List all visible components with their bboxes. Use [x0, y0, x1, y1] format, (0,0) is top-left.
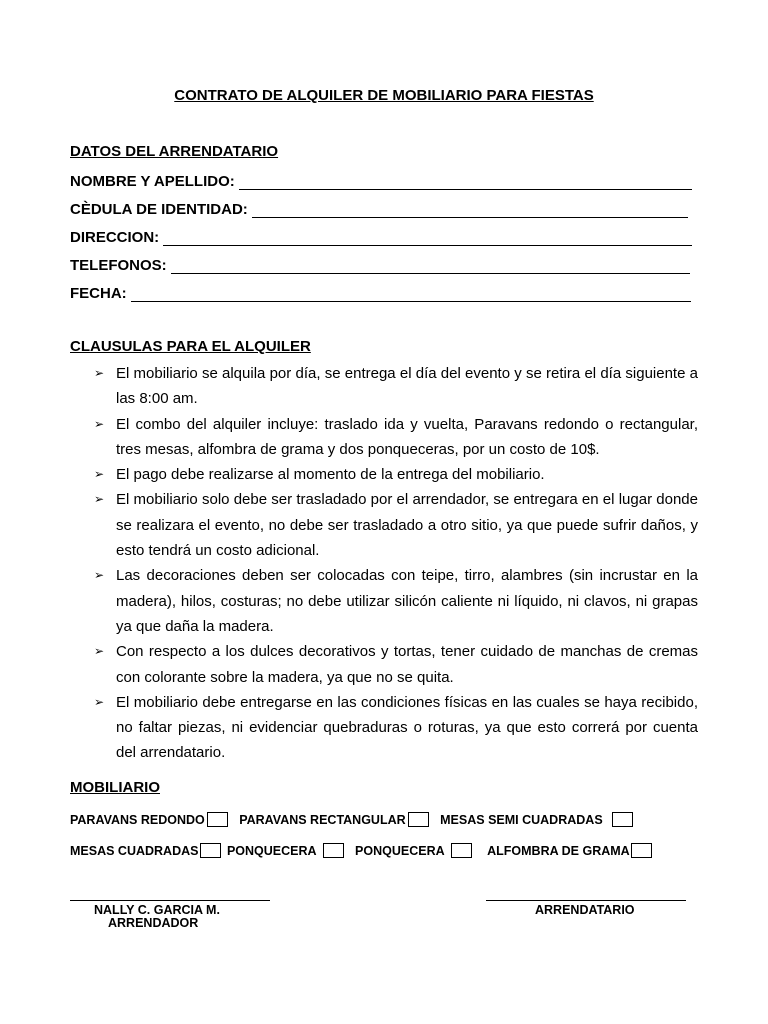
field-phones-label: TELEFONOS:	[70, 257, 167, 274]
tenant-role: ARRENDATARIO	[535, 903, 635, 917]
clause-text: El pago debe realizarse al momento de la entrega del mobiliario.	[116, 466, 545, 484]
clause-text: El mobiliario se alquila por día, se entrega el día del evento y se retira el día siguiente a las 8:00 am.	[116, 365, 698, 408]
tenant-section-heading: DATOS DEL ARRENDATARIO	[70, 143, 279, 160]
clause-text: El combo del alquiler incluye: traslado ida y vuelta, Paravans redondo o rectangular, tres mesas, alfombra de grama y dos ponqueceras, por un costo de 10$.	[116, 415, 698, 458]
lessor-signature-line	[70, 900, 270, 901]
field-phones	[70, 254, 690, 274]
furniture-option-label: PARAVANS RECTANGULAR	[239, 813, 406, 827]
field-id-label: CÈDULA DE IDENTIDAD:	[70, 201, 248, 218]
arrow-bullet-icon: ➢	[94, 416, 105, 431]
paravans-round-checkbox[interactable]	[207, 812, 228, 827]
field-id-blank	[252, 203, 688, 218]
clause-item	[94, 563, 698, 639]
clause-text: El mobiliario debe entregarse en las condiciones físicas en las cuales se haya recibido, no faltar piezas, ni evidenciar quebraduras o roturas, ya que esto correrá por cuenta del arrendatario.	[116, 693, 698, 762]
lessor-role: ARRENDADOR	[108, 916, 199, 930]
clause-item	[94, 462, 698, 487]
clause-item	[94, 412, 698, 463]
clause-text: Con respecto a los dulces decorativos y tortas, tener cuidado de manchas de cremas con colorante sobre la madera, ya que no se quita.	[116, 643, 698, 686]
furniture-row-1	[70, 812, 637, 827]
paravans-rect-checkbox[interactable]	[408, 812, 429, 827]
arrow-bullet-icon: ➢	[94, 694, 105, 709]
furniture-option-label: ALFOMBRA DE GRAMA	[487, 844, 630, 858]
clause-item	[94, 690, 698, 766]
furniture-option-label: MESAS CUADRADAS	[70, 844, 199, 858]
field-date-label: FECHA:	[70, 285, 127, 302]
field-address-label: DIRECCION:	[70, 229, 160, 246]
furniture-row-2	[70, 843, 656, 858]
clause-item	[94, 487, 698, 563]
field-address-blank	[163, 231, 692, 246]
furniture-section-heading: MOBILIARIO	[70, 779, 160, 796]
clause-item	[94, 361, 698, 412]
cake-stand-checkbox-1[interactable]	[323, 843, 344, 858]
field-id	[70, 198, 688, 218]
field-date	[70, 282, 691, 302]
clause-text: El mobiliario solo debe ser trasladado por el arrendador, se entregara en el lugar donde se realizara el evento, no debe ser trasladado a otro sitio, ya que puede sufrir daños, y esto tendrá un costo adicional.	[116, 491, 698, 560]
furniture-option-label: MESAS SEMI CUADRADAS	[440, 813, 603, 827]
lessor-name: NALLY C. GARCIA M.	[94, 903, 220, 917]
field-date-blank	[131, 287, 691, 302]
arrow-bullet-icon: ➢	[94, 568, 105, 583]
furniture-option-label: PONQUECERA	[226, 844, 317, 858]
field-phones-blank	[171, 259, 690, 274]
clauses-section-heading: CLAUSULAS PARA EL ALQUILER	[70, 338, 311, 355]
tenant-signature-line	[486, 900, 686, 901]
contract-title: CONTRATO DE ALQUILER DE MOBILIARIO PARA FIESTAS	[174, 87, 594, 104]
field-name-blank	[239, 175, 692, 190]
arrow-bullet-icon: ➢	[94, 467, 105, 482]
field-name	[70, 170, 692, 190]
arrow-bullet-icon: ➢	[94, 366, 105, 380]
furniture-option-label: PARAVANS REDONDO	[70, 813, 205, 827]
clauses-list	[94, 361, 698, 766]
clause-item	[94, 639, 698, 690]
field-name-label: NOMBRE Y APELLIDO:	[70, 173, 235, 190]
grass-carpet-checkbox[interactable]	[631, 843, 652, 858]
arrow-bullet-icon: ➢	[94, 492, 105, 507]
field-address	[70, 226, 692, 246]
clause-text: Las decoraciones deben ser colocadas con teipe, tirro, alambres (sin incrustar en la madera), hilos, costuras; no debe utilizar silicón caliente ni líquido, ni clavos, ni grapas ya que daña la madera.	[116, 567, 698, 635]
furniture-option-label: PONQUECERA	[355, 844, 445, 858]
arrow-bullet-icon: ➢	[94, 644, 105, 659]
square-tables-checkbox[interactable]	[200, 843, 221, 858]
cake-stand-checkbox-2[interactable]	[451, 843, 472, 858]
semi-square-tables-checkbox[interactable]	[612, 812, 633, 827]
